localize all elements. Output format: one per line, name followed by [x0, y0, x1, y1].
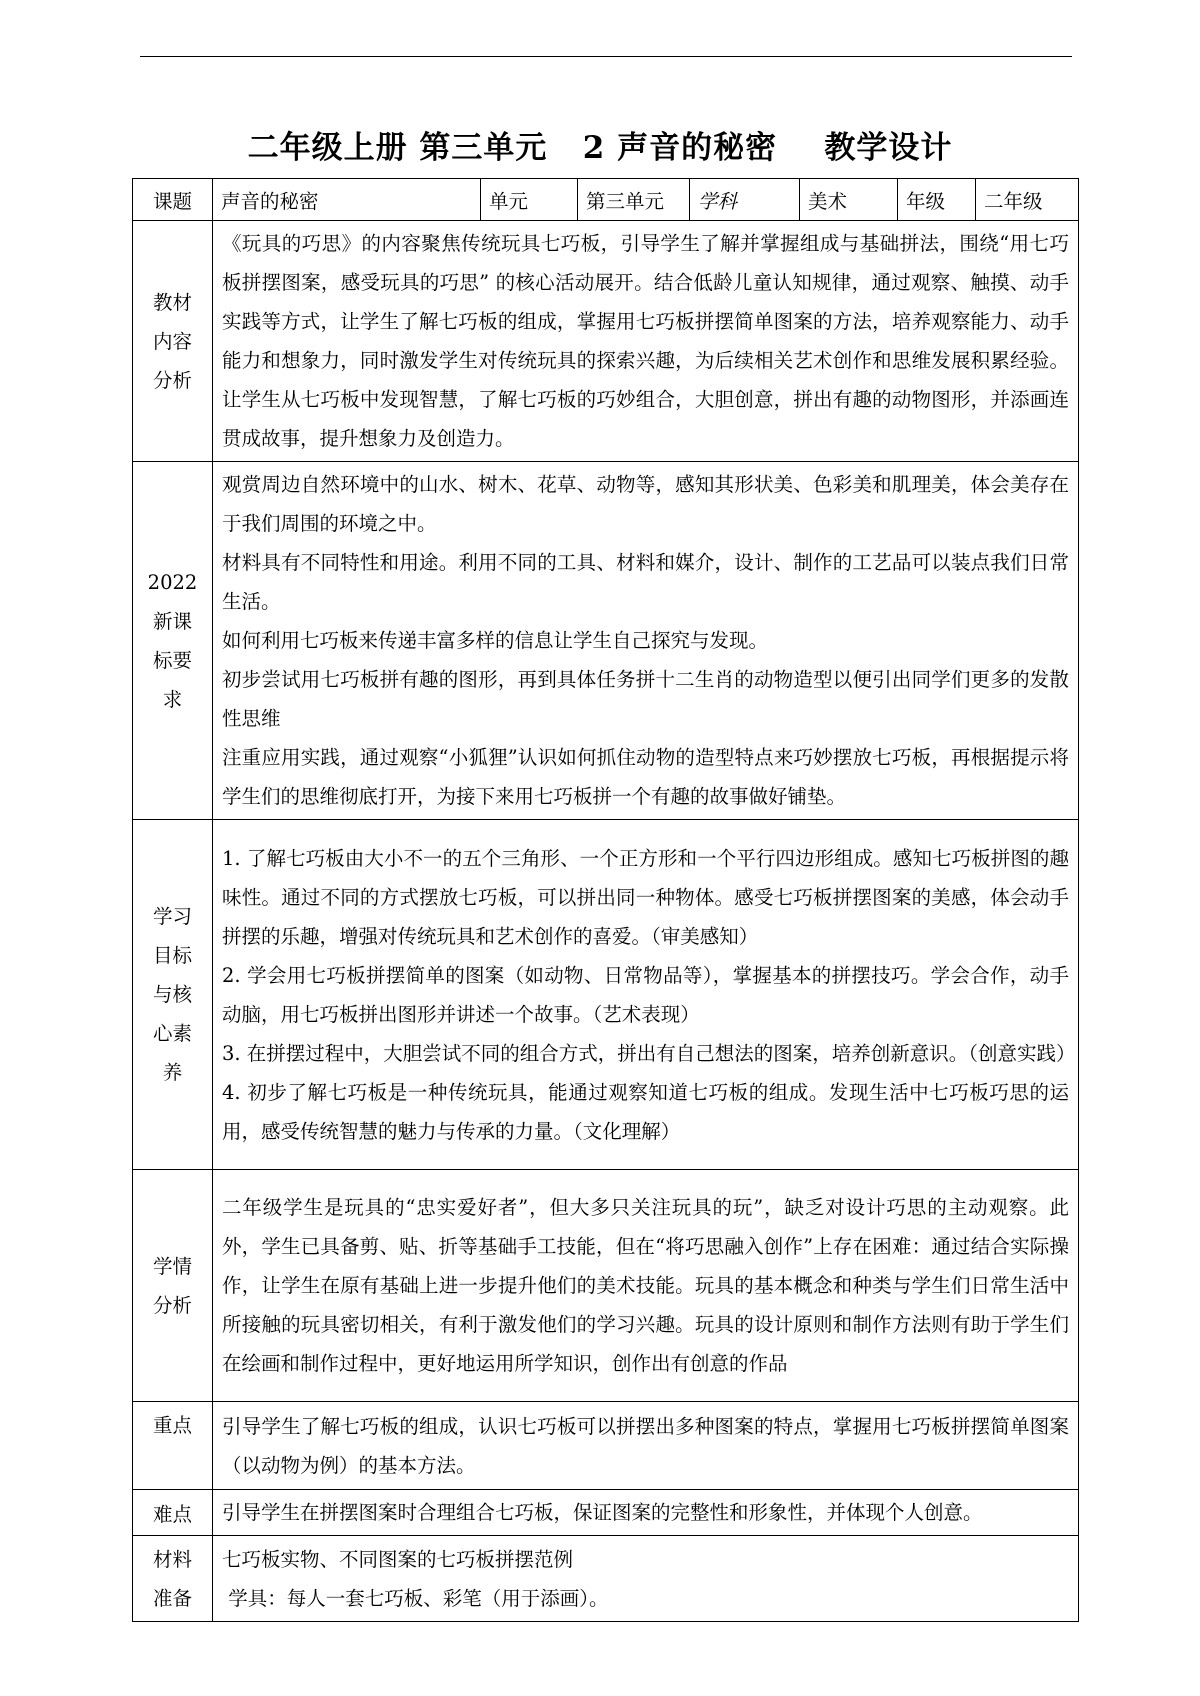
objective-item: 2. 学会用七巧板拼摆简单的图案（如动物、日常物品等），掌握基本的拼摆技巧。学会合作，动手动脑，用七巧板拼出图形并讲述一个故事。（艺术表现）: [222, 963, 1069, 1026]
standards-paragraph: 观赏周边自然环境中的山水、树木、花草、动物等，感知其形状美、色彩美和肌理美，体会美存在于我们周围的环境之中。: [222, 473, 1069, 535]
standards-text: [213, 462, 1079, 820]
objective-item: 1. 了解七巧板由大小不一的五个三角形、一个正方形和一个平行四边形组成。感知七巧板拼图的趣味性。通过不同的方式摆放七巧板，可以拼出同一种物体。感受七巧板拼摆图案的美感，体会动手拼摆的乐趣，增强对传统玩具和艺术创作的喜爱。（审美感知）: [222, 846, 1069, 948]
grade-value: 二年级: [976, 179, 1079, 221]
grade-label: 年级: [898, 179, 976, 221]
material-analysis-row: [133, 221, 1079, 462]
lesson-plan-table: [132, 178, 1079, 1622]
materials-label: 材料 准备: [133, 1536, 213, 1622]
materials-line: 学具：每人一套七巧板、彩笔（用于添画）。: [222, 1586, 609, 1610]
unit-value: 第三单元: [578, 179, 690, 221]
standards-row: [133, 462, 1079, 820]
material-analysis-text: 《玩具的巧思》的内容聚焦传统玩具七巧板，引导学生了解并掌握组成与基础拼法，围绕“用七巧板拼摆图案，感受玩具的巧思” 的核心活动展开。结合低龄儿童认知规律，通过观察、触摸、动手实践等方式，让学生了解七巧板的组成，掌握用七巧板拼摆简单图案的方法，培养观察能力、动手能力和想象力，同时激发学生对传统玩具的探索兴趣，为后续相关艺术创作和思维发展积累经验。让学生从七巧板中发现智慧，了解七巧板的巧妙组合，大胆创意，拼出有趣的动物图形，并添画连贯成故事，提升想象力及创造力。: [213, 221, 1079, 462]
unit-label: 单元: [481, 179, 578, 221]
learner-analysis-row: [133, 1170, 1079, 1402]
key-points-text: 引导学生了解七巧板的组成，认识七巧板可以拼摆出多种图案的特点，掌握用七巧板拼摆简单图案（以动物为例）的基本方法。: [213, 1402, 1079, 1490]
objective-item: 4. 初步了解七巧板是一种传统玩具，能通过观察知道七巧板的组成。发现生活中七巧板巧思的运用，感受传统智慧的魅力与传承的力量。（文化理解）: [222, 1080, 1069, 1143]
document-title: 二年级上册 第三单元 2 声音的秘密 教学设计: [247, 130, 953, 166]
standards-label: 2022 新课 标要 求: [133, 462, 213, 820]
subject-label: 学科: [690, 179, 800, 221]
learner-analysis-label: 学情 分析: [133, 1170, 213, 1402]
difficulties-text: 引导学生在拼摆图案时合理组合七巧板，保证图案的完整性和形象性，并体现个人创意。: [213, 1490, 1079, 1536]
header-rule: [140, 56, 1072, 57]
learner-analysis-text: 二年级学生是玩具的“忠实爱好者”，但大多只关注玩具的玩”，缺乏对设计巧思的主动观察。此外，学生已具备剪、贴、折等基础手工技能，但在“将巧思融入创作”上存在困难：通过结合实际操作，让学生在原有基础上进一步提升他们的美术技能。玩具的基本概念和种类与学生们日常生活中所接触的玩具密切相关，有利于激发他们的学习兴趣。玩具的设计原则和制作方法则有助于学生们在绘画和制作过程中，更好地运用所学知识，创作出有创意的作品: [213, 1170, 1079, 1402]
materials-row: [133, 1536, 1079, 1622]
objective-item: 3. 在拼摆过程中，大胆尝试不同的组合方式，拼出有自己想法的图案，培养创新意识。（创意实践）: [222, 1041, 1076, 1065]
difficulties-label: 难点: [133, 1490, 213, 1536]
standards-paragraph: 注重应用实践，通过观察“小狐狸”认识如何抓住动物的造型特点来巧妙摆放七巧板，再根据提示将学生们的思维彻底打开，为接下来用七巧板拼一个有趣的故事做好铺垫。: [222, 746, 1069, 808]
subject-value: 美术: [800, 179, 898, 221]
materials-text: [213, 1536, 1079, 1622]
key-points-row: [133, 1402, 1079, 1490]
key-points-label: 重点: [133, 1402, 213, 1490]
objectives-text: [213, 820, 1079, 1170]
topic-value: 声音的秘密: [213, 179, 481, 221]
objectives-label: 学习 目标 与核 心素 养: [133, 820, 213, 1170]
standards-paragraph: 材料具有不同特性和用途。利用不同的工具、材料和媒介，设计、制作的工艺品可以装点我们日常生活。: [222, 551, 1069, 613]
objectives-row: [133, 820, 1079, 1170]
material-analysis-label: 教材 内容 分析: [133, 221, 213, 462]
standards-paragraph: 初步尝试用七巧板拼有趣的图形，再到具体任务拼十二生肖的动物造型以便引出同学们更多的发散性思维: [222, 668, 1069, 730]
difficulties-row: [133, 1490, 1079, 1536]
topic-label: 课题: [133, 179, 213, 221]
standards-paragraph: 如何利用七巧板来传递丰富多样的信息让学生自己探究与发现。: [222, 629, 769, 652]
header-row: [133, 179, 1079, 221]
materials-line: 七巧板实物、不同图案的七巧板拼摆范例: [222, 1547, 574, 1571]
